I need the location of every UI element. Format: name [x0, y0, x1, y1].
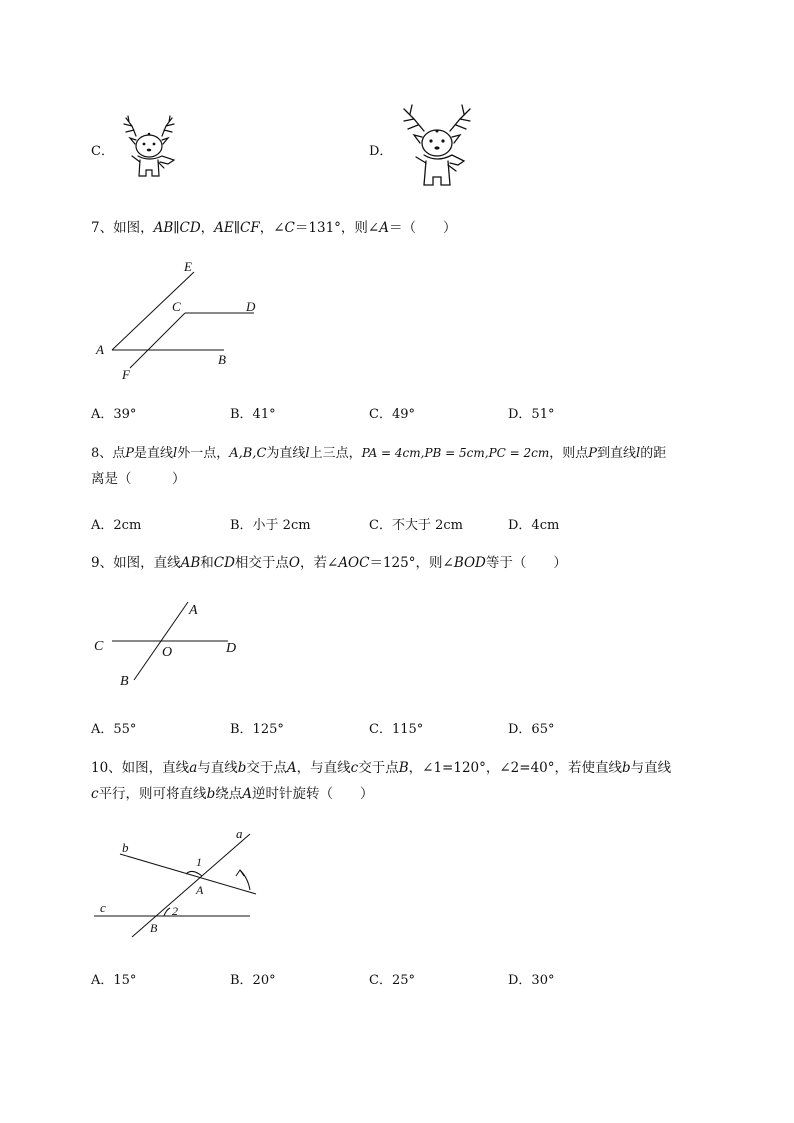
label-d: D	[246, 299, 256, 314]
figure-q9-intersecting-lines	[90, 596, 250, 692]
q10-option-b: B．20°	[230, 973, 276, 988]
label-f: F	[122, 367, 130, 382]
label-angle-2: 2	[172, 904, 178, 918]
q8-option-d: D．4cm	[508, 518, 560, 533]
figure-q10-rotation	[90, 824, 270, 940]
question-10-text-line2: c平行，则可将直线b绕点A逆时针旋转（ ）	[91, 786, 374, 802]
question-7-text: 7、如图，AB∥CD，AE∥CF，∠C＝131°，则∠A＝（ ）	[91, 220, 457, 236]
q10-option-d: D．30°	[508, 973, 555, 988]
q9-option-b: B．125°	[230, 722, 284, 737]
q7-option-d: D．51°	[508, 407, 555, 422]
option-d-label: D．	[369, 144, 393, 159]
q7-option-c: C．49°	[369, 407, 415, 422]
reindeer-picture-c	[118, 112, 184, 184]
label-a: A	[189, 603, 198, 618]
label-d: D	[226, 641, 237, 656]
q8-option-c: C．不大于 2cm	[369, 518, 463, 533]
question-9-text: 9、如图，直线AB和CD相交于点O，若∠AOC＝125°，则∠BOD等于（ ）	[91, 555, 567, 571]
q8-option-a: A．2cm	[91, 518, 142, 533]
label-o: O	[162, 645, 173, 660]
angle-2-arc	[164, 908, 170, 916]
q10-option-c: C．25°	[369, 973, 415, 988]
label-b: B	[120, 674, 129, 689]
q7-option-a: A．39°	[91, 407, 137, 422]
q9-option-d: D．65°	[508, 722, 555, 737]
label-b: B	[218, 352, 226, 367]
line-ae	[112, 272, 194, 350]
question-8-text-line1: 8、点P是直线l外一点，A,B,C为直线l上三点，PA = 4cm,PB = 5cm,PC = 2cm，则点P到直线l的距	[91, 446, 667, 461]
label-b-line: b	[122, 840, 129, 855]
label-angle-1: 1	[196, 855, 202, 869]
label-e: E	[184, 259, 192, 274]
q9-option-c: C．115°	[369, 722, 424, 737]
question-10-text-line1: 10、如图，直线a与直线b交于点A，与直线c交于点B，∠1=120°，∠2=40°，若使直线b与直线	[91, 760, 672, 776]
label-a-line: a	[236, 826, 243, 841]
label-point-a: A	[196, 883, 204, 897]
q10-option-a: A．15°	[91, 973, 137, 988]
reindeer-picture-d	[398, 103, 476, 191]
label-c: C	[172, 299, 181, 314]
label-c: C	[94, 639, 104, 654]
figure-q7-parallel-lines	[90, 256, 270, 386]
label-c-line: c	[100, 900, 106, 915]
label-a: A	[96, 342, 104, 357]
question-8-text-line2: 离是（ ）	[91, 471, 186, 487]
q7-option-b: B．41°	[230, 407, 276, 422]
label-point-b: B	[150, 921, 158, 935]
q8-option-b: B．小于 2cm	[230, 518, 311, 533]
option-c-label: C．	[91, 144, 114, 159]
q9-option-a: A．55°	[91, 722, 137, 737]
line-fc	[130, 313, 185, 368]
